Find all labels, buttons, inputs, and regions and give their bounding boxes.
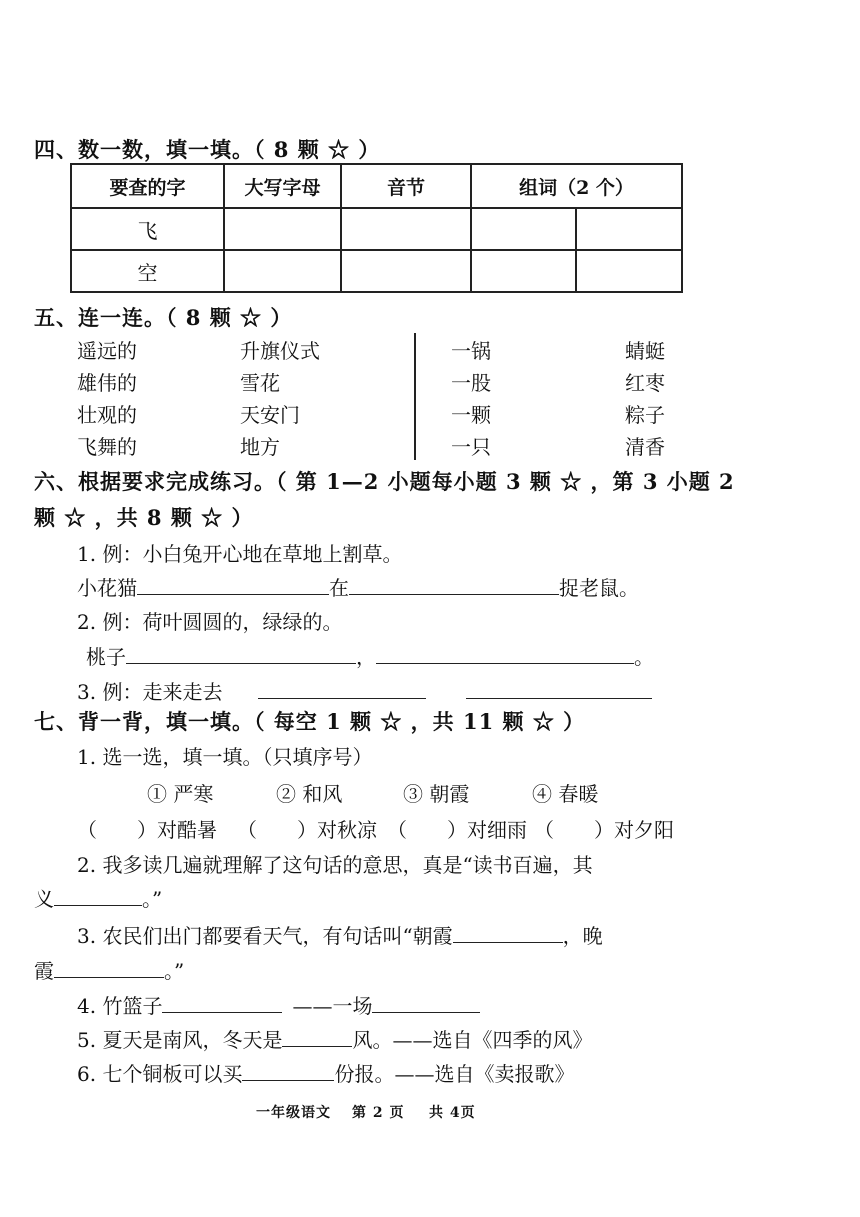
match-right-measure[interactable]: 一只	[451, 435, 491, 459]
answer-cell[interactable]	[341, 250, 471, 292]
q3-line	[77, 676, 652, 705]
answer-cell[interactable]	[576, 208, 682, 250]
match-left-adj[interactable]: 飞舞的	[77, 435, 137, 459]
match-right-noun[interactable]: 粽子	[625, 403, 665, 427]
s7-q5	[77, 1024, 592, 1053]
s7-q6-blank[interactable]	[242, 1058, 334, 1081]
s7-q2-line1: 2. 我多读几遍就理解了这句话的意思，真是“读书百遍，其	[77, 853, 593, 877]
match-right-noun[interactable]: 清香	[625, 435, 665, 459]
header-syllable: 音节	[341, 164, 471, 208]
q3-example: 3. 例：走来走去	[77, 680, 223, 704]
match-left-noun[interactable]: 雪花	[240, 371, 280, 395]
match-left-noun[interactable]: 天安门	[240, 403, 300, 427]
q4-start: 4. 竹篮子	[77, 994, 163, 1018]
pair-fill[interactable]: （ ）对秋凉	[237, 818, 377, 842]
q2-line2-end: 。”	[142, 887, 163, 911]
q1-end: 捉老鼠。	[559, 576, 639, 600]
s7-q3-line2	[34, 955, 184, 984]
option-item: ① 严寒	[147, 782, 214, 806]
q1-example: 1. 例：小白兔开心地在草地上割草。	[77, 542, 403, 566]
s7-q3-blank[interactable]	[54, 955, 164, 978]
q1-start: 小花猫	[77, 576, 137, 600]
q3-line2-start: 霞	[34, 959, 54, 983]
q3-line1-end: ，晚	[562, 924, 603, 948]
q2-blank[interactable]	[126, 641, 356, 664]
match-right-noun[interactable]: 蜻蜓	[625, 339, 665, 363]
q5-start: 5. 夏天是南风，冬天是	[77, 1028, 283, 1052]
q2-answer-line	[86, 641, 654, 670]
q2-line2-start: 义	[34, 887, 54, 911]
section6-title-line1: 六、根据要求完成练习。（ 第 1—2 小题每小题 3 颗 ☆ ，第 3 小题 2	[34, 469, 735, 494]
q6-end: 份报。——选自《卖报歌》	[334, 1062, 575, 1086]
header-word-groups: 组词（2 个）	[471, 164, 682, 208]
option-item: ④ 春暖	[532, 782, 599, 806]
q3-blank[interactable]	[258, 676, 426, 699]
q4-mid: ——一场	[292, 994, 373, 1018]
match-right-measure[interactable]: 一锅	[451, 339, 491, 363]
match-left-adj[interactable]: 壮观的	[77, 403, 137, 427]
q1-mid: 在	[329, 576, 349, 600]
s7-q2-blank[interactable]	[54, 883, 142, 906]
answer-cell[interactable]	[471, 208, 576, 250]
match-left-adj[interactable]: 雄伟的	[77, 371, 137, 395]
match-left-noun[interactable]: 升旗仪式	[240, 339, 320, 363]
q1-answer-line	[77, 572, 639, 601]
pair-fill[interactable]: （ ）对酷暑	[77, 818, 217, 842]
header-capital-letter: 大写字母	[224, 164, 341, 208]
s7-q6	[77, 1058, 574, 1087]
pair-fill[interactable]: （ ）对细雨	[387, 818, 527, 842]
lookup-table	[70, 163, 683, 293]
q3-line2-end: 。”	[164, 959, 185, 983]
answer-cell[interactable]	[576, 250, 682, 292]
row-char: 空	[71, 250, 224, 292]
answer-cell[interactable]	[341, 208, 471, 250]
table-row	[71, 250, 682, 292]
section4-title: 四、数一数，填一填。（ 8 颗 ☆ ）	[34, 137, 381, 162]
match-right-noun[interactable]: 红枣	[625, 371, 665, 395]
s7-q5-blank[interactable]	[282, 1024, 352, 1047]
q2-blank[interactable]	[376, 641, 634, 664]
s7-q4-blank[interactable]	[162, 990, 282, 1013]
answer-cell[interactable]	[224, 208, 341, 250]
q3-blank[interactable]	[466, 676, 652, 699]
q5-end: 风。——选自《四季的风》	[352, 1028, 593, 1052]
q2-end: 。	[634, 645, 654, 669]
q2-start: 桃子	[86, 645, 126, 669]
match-left-noun[interactable]: 地方	[240, 435, 280, 459]
answer-cell[interactable]	[224, 250, 341, 292]
match-right-measure[interactable]: 一股	[451, 371, 491, 395]
section6-title-line2: 颗 ☆ ，共 8 颗 ☆ ）	[34, 505, 254, 530]
s7-q2-line2	[34, 883, 162, 912]
q1-blank[interactable]	[137, 572, 329, 595]
match-left-adj[interactable]: 遥远的	[77, 339, 137, 363]
section5-title: 五、连一连。（ 8 颗 ☆ ）	[34, 305, 293, 330]
footer-subject: 一年级语文	[256, 1105, 331, 1121]
answer-cell[interactable]	[471, 250, 576, 292]
match-right-measure[interactable]: 一颗	[451, 403, 491, 427]
option-item: ③ 朝霞	[403, 782, 470, 806]
q1-blank[interactable]	[349, 572, 559, 595]
header-char: 要查的字	[71, 164, 224, 208]
s7-q4-blank[interactable]	[372, 990, 480, 1013]
q3-line1-start: 3. 农民们出门都要看天气，有句话叫“朝霞	[77, 924, 453, 948]
s7-q3-line1	[77, 920, 603, 949]
s7-q1: 1. 选一选，填一填。（只填序号）	[77, 745, 373, 769]
pair-fill[interactable]: （ ）对夕阳	[534, 818, 674, 842]
divider-line	[414, 333, 416, 460]
table-row	[71, 208, 682, 250]
row-char: 飞	[71, 208, 224, 250]
footer-page: 第 2 页	[352, 1105, 405, 1121]
section7-title: 七、背一背，填一填。（ 每空 1 颗 ☆ ，共 11 颗 ☆ ）	[34, 709, 586, 734]
q2-comma: ，	[356, 645, 376, 669]
table-header-row	[71, 164, 682, 208]
s7-q4	[77, 990, 480, 1019]
s7-q3-blank[interactable]	[453, 920, 563, 943]
option-item: ② 和风	[276, 782, 343, 806]
footer-total: 共 4页	[429, 1105, 476, 1121]
q2-example: 2. 例：荷叶圆圆的，绿绿的。	[77, 610, 343, 634]
q6-start: 6. 七个铜板可以买	[77, 1062, 243, 1086]
